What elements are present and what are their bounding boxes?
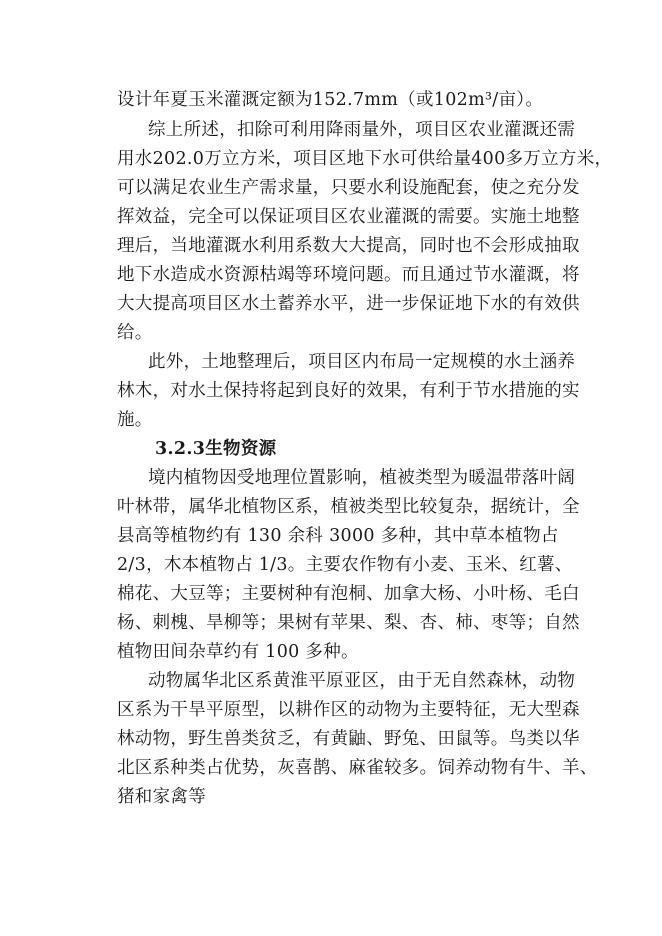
text-line: 2/3，木本植物占 1/3。主要农作物有小麦、玉米、红薯、 bbox=[117, 555, 573, 575]
text-line: 棉花、大豆等；主要树种有泡桐、加拿大杨、小叶杨、毛白 bbox=[117, 584, 580, 604]
text-line: 叶林带，属华北植物区系，植被类型比较复杂，据统计，全 bbox=[117, 497, 580, 517]
paragraph-start-line: 综上所述，扣除可利用降雨量外，项目区农业灌溉还需 bbox=[148, 120, 576, 140]
text-line: 可以满足农业生产需求量，只要水利设施配套，使之充分发 bbox=[117, 178, 580, 198]
text-line: 林动物，野生兽类贫乏，有黄鼬、野兔、田鼠等。鸟类以华 bbox=[117, 729, 580, 749]
text-line: 植物田间杂草约有 100 多种。 bbox=[117, 642, 359, 662]
text-line: 理后，当地灌溉水利用系数大大提高，同时也不会形成抽取 bbox=[117, 236, 580, 256]
text-line: 用水202.0万立方米，项目区地下水可供给量400多万立方米， bbox=[117, 149, 613, 169]
text-line: 地下水造成水资源枯竭等环境问题。而且通过节水灌溉，将 bbox=[117, 265, 580, 285]
text-line: 大大提高项目区水土蓄养水平，进一步保证地下水的有效供 bbox=[117, 294, 580, 314]
text-line: 县高等植物约有 130 余科 3000 多种，其中草本植物占 bbox=[117, 526, 559, 546]
text-line: 挥效益，完全可以保证项目区农业灌溉的需要。实施土地整 bbox=[117, 207, 580, 227]
paragraph-start-line: 境内植物因受地理位置影响，植被类型为暖温带落叶阔 bbox=[148, 468, 576, 488]
text-line: 施。 bbox=[117, 410, 153, 430]
text-line: 设计年夏玉米灌溉定额为152.7mm（或102m³/亩）。 bbox=[117, 90, 544, 110]
paragraph-start-line: 此外，土地整理后，项目区内布局一定规模的水土涵养 bbox=[148, 352, 576, 372]
text-line: 北区系种类占优势，灰喜鹊、麻雀较多。饲养动物有牛、羊、 bbox=[117, 758, 598, 778]
text-line: 猪和家禽等 bbox=[117, 787, 206, 807]
paragraph-start-line: 动物属华北区系黄淮平原亚区，由于无自然森林，动物 bbox=[148, 671, 576, 691]
text-line: 杨、刺槐、旱柳等；果树有苹果、梨、杏、柿、枣等；自然 bbox=[117, 613, 580, 633]
text-line: 区系为干旱平原型，以耕作区的动物为主要特征，无大型森 bbox=[117, 700, 580, 720]
text-line: 林木，对水土保持将起到良好的效果，有利于节水措施的实 bbox=[117, 381, 580, 401]
section-heading: 3.2.3生物资源 bbox=[155, 439, 277, 459]
text-line: 给。 bbox=[117, 323, 153, 343]
